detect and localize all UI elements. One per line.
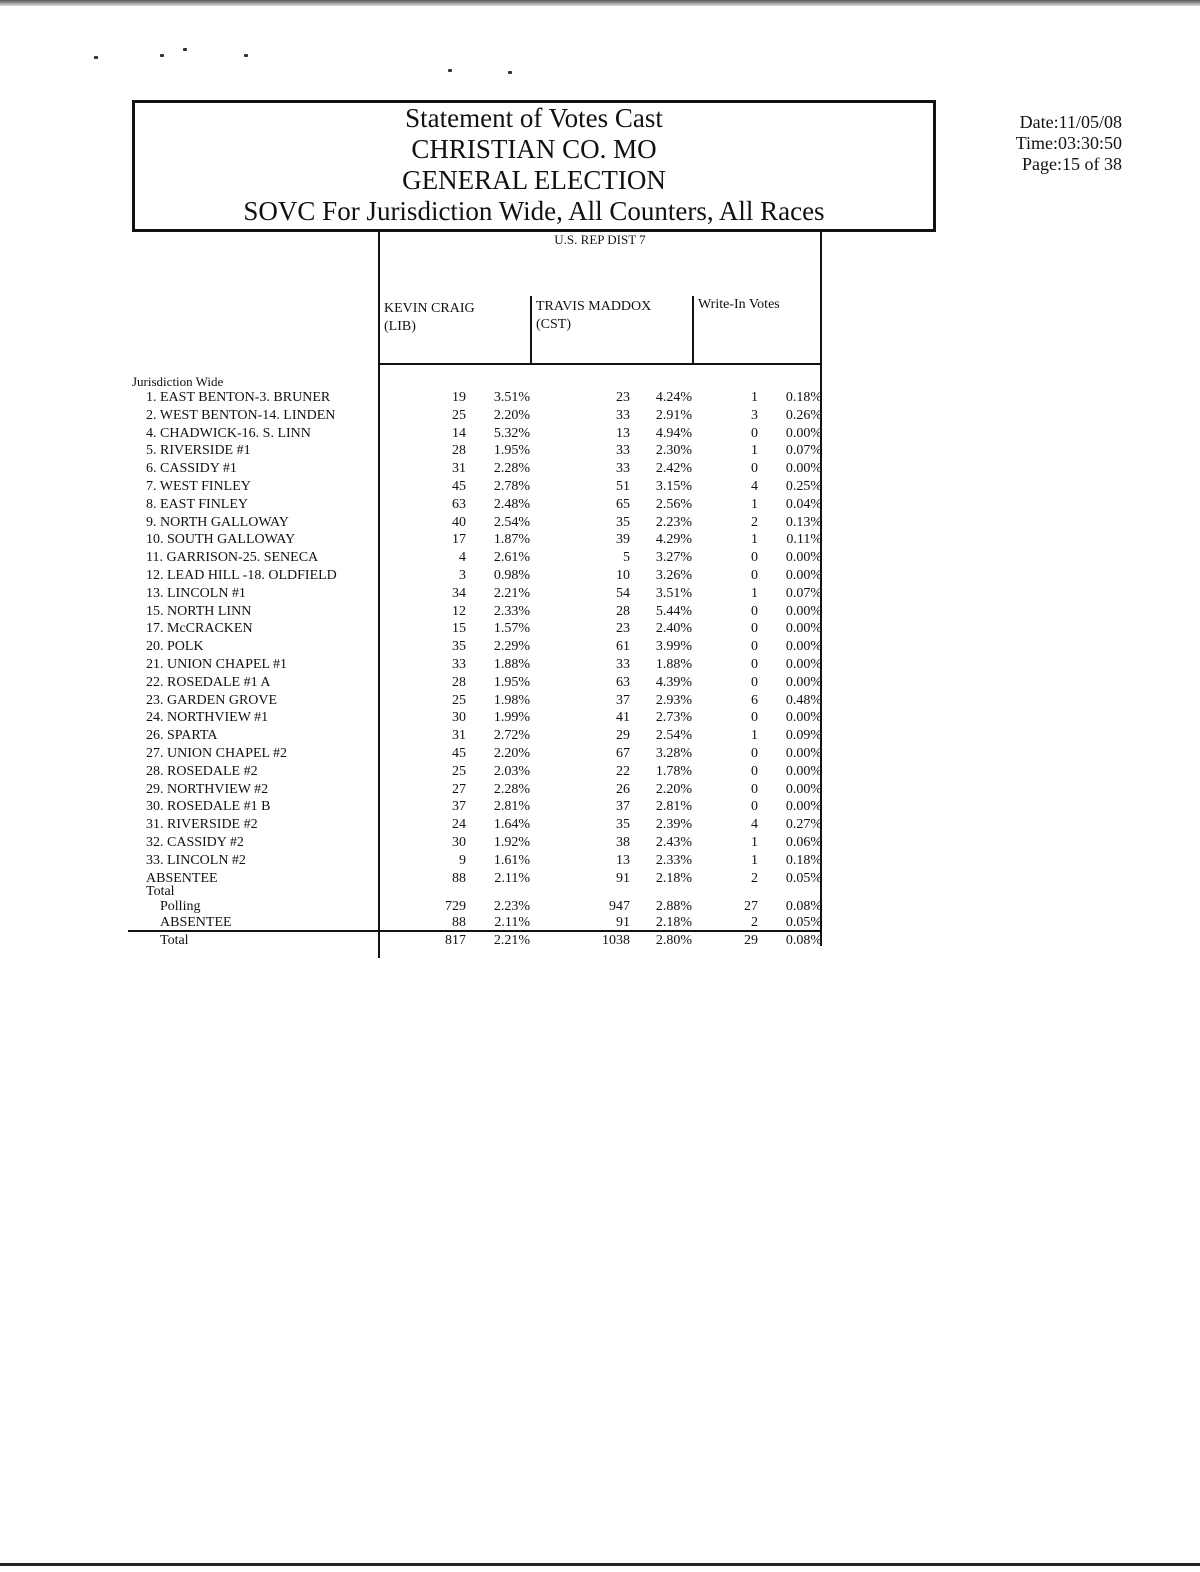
table-row — [0, 585, 830, 603]
table-row — [0, 674, 830, 692]
vote-count-3: 3 — [751, 408, 758, 423]
vote-percent-3: 0.00% — [785, 799, 822, 814]
vote-percent-2: 3.15% — [655, 479, 692, 494]
vote-count-2: 35 — [616, 817, 630, 832]
table-row — [0, 567, 830, 585]
vote-count-2: 33 — [616, 443, 630, 458]
vote-count-2: 22 — [616, 764, 630, 779]
vote-count-3: 0 — [751, 639, 758, 654]
table-row — [0, 442, 830, 460]
vote-percent-3: 0.00% — [785, 746, 822, 761]
table-row — [0, 709, 830, 727]
vote-count-3: 0 — [751, 782, 758, 797]
vote-count-3: 1 — [751, 532, 758, 547]
vote-percent-2: 4.39% — [655, 675, 692, 690]
vote-count-2: 51 — [616, 479, 630, 494]
vote-percent-1: 2.21% — [493, 933, 530, 948]
vote-count-3: 1 — [751, 586, 758, 601]
vote-percent-3: 0.00% — [785, 461, 822, 476]
vote-count-1: 25 — [452, 764, 466, 779]
vote-count-1: 30 — [452, 835, 466, 850]
vote-percent-2: 4.94% — [655, 426, 692, 441]
table-row — [0, 656, 830, 674]
report-subtitle: SOVC For Jurisdiction Wide, All Counters, All Races — [243, 196, 825, 226]
precinct-name: Total — [160, 933, 189, 948]
candidate-party: (CST) — [536, 317, 571, 332]
scan-edge-top — [0, 0, 1200, 6]
vote-percent-2: 2.56% — [655, 497, 692, 512]
vote-count-2: 13 — [616, 426, 630, 441]
county-name: CHRISTIAN CO. MO — [411, 134, 657, 164]
vote-count-3: 0 — [751, 621, 758, 636]
race-title: U.S. REP DIST 7 — [554, 232, 646, 247]
vote-count-3: 27 — [744, 899, 758, 914]
candidate-name: Write-In Votes — [698, 297, 780, 312]
vote-count-3: 0 — [751, 675, 758, 690]
vote-percent-1: 2.20% — [493, 746, 530, 761]
precinct-name: 4. CHADWICK-16. S. LINN — [146, 426, 311, 441]
vote-count-3: 2 — [751, 915, 758, 930]
vote-count-3: 0 — [751, 461, 758, 476]
precinct-name: 33. LINCOLN #2 — [146, 853, 246, 868]
vote-percent-2: 3.26% — [655, 568, 692, 583]
vote-percent-1: 2.28% — [493, 461, 530, 476]
vote-count-1: 45 — [452, 746, 466, 761]
vote-count-3: 0 — [751, 568, 758, 583]
vote-count-1: 729 — [445, 899, 466, 914]
candidate-header-2 — [536, 298, 651, 334]
precinct-name: ABSENTEE — [160, 915, 232, 930]
vote-count-3: 0 — [751, 764, 758, 779]
vote-count-2: 67 — [616, 746, 630, 761]
vote-count-3: 6 — [751, 693, 758, 708]
precinct-name: 17. McCRACKEN — [146, 621, 253, 636]
vote-percent-1: 2.81% — [493, 799, 530, 814]
vote-count-2: 33 — [616, 657, 630, 672]
vote-count-2: 63 — [616, 675, 630, 690]
section-label: Jurisdiction Wide — [132, 374, 224, 389]
precinct-name: 2. WEST BENTON-14. LINDEN — [146, 408, 336, 423]
table-row — [0, 727, 830, 745]
vote-percent-1: 2.20% — [493, 408, 530, 423]
vote-count-1: 34 — [452, 586, 466, 601]
precinct-name: 10. SOUTH GALLOWAY — [146, 532, 296, 547]
precinct-name: Polling — [160, 899, 201, 914]
vote-count-1: 17 — [452, 532, 466, 547]
table-row — [0, 425, 830, 443]
vote-percent-1: 3.51% — [493, 390, 530, 405]
vote-percent-1: 1.98% — [493, 693, 530, 708]
vote-percent-1: 1.57% — [493, 621, 530, 636]
report-date: Date:11/05/08 — [1019, 112, 1122, 132]
precinct-name: 8. EAST FINLEY — [146, 497, 249, 512]
precinct-name: 15. NORTH LINN — [146, 604, 252, 619]
vote-percent-1: 1.87% — [493, 532, 530, 547]
vote-count-1: 37 — [452, 799, 466, 814]
vote-percent-1: 1.95% — [493, 675, 530, 690]
vote-percent-3: 0.00% — [785, 568, 822, 583]
table-row — [0, 692, 830, 710]
vote-count-2: 39 — [616, 532, 630, 547]
vote-count-1: 88 — [452, 871, 466, 886]
header-rule — [380, 363, 822, 365]
precinct-name: 32. CASSIDY #2 — [146, 835, 244, 850]
precinct-name: 30. ROSEDALE #1 B — [146, 799, 271, 814]
vote-count-3: 1 — [751, 728, 758, 743]
totals-label: Total — [146, 884, 175, 899]
table-row — [0, 745, 830, 763]
vote-count-1: 30 — [452, 710, 466, 725]
vote-percent-2: 2.88% — [655, 899, 692, 914]
vote-percent-3: 0.06% — [785, 835, 822, 850]
table-row — [0, 514, 830, 532]
vote-count-2: 10 — [616, 568, 630, 583]
vote-percent-2: 2.54% — [655, 728, 692, 743]
vote-count-3: 2 — [751, 515, 758, 530]
precinct-name: 29. NORTHVIEW #2 — [146, 782, 269, 797]
vote-count-3: 29 — [744, 933, 758, 948]
vote-count-3: 2 — [751, 871, 758, 886]
vote-percent-2: 4.29% — [655, 532, 692, 547]
vote-percent-3: 0.00% — [785, 657, 822, 672]
vote-percent-1: 1.64% — [493, 817, 530, 832]
vote-count-2: 28 — [616, 604, 630, 619]
vote-count-1: 45 — [452, 479, 466, 494]
vote-percent-1: 2.11% — [494, 871, 530, 886]
precinct-name: 1. EAST BENTON-3. BRUNER — [146, 390, 331, 405]
vote-count-1: 35 — [452, 639, 466, 654]
vote-percent-3: 0.18% — [785, 390, 822, 405]
vote-percent-2: 3.28% — [655, 746, 692, 761]
table-row — [0, 781, 830, 799]
vote-percent-1: 2.72% — [493, 728, 530, 743]
precinct-name: 27. UNION CHAPEL #2 — [146, 746, 288, 761]
precinct-name: 21. UNION CHAPEL #1 — [146, 657, 288, 672]
scan-speck — [183, 48, 187, 51]
vote-percent-3: 0.00% — [785, 604, 822, 619]
vote-count-1: 40 — [452, 515, 466, 530]
vote-count-1: 28 — [452, 675, 466, 690]
table-row — [0, 816, 830, 834]
vote-percent-1: 2.21% — [493, 586, 530, 601]
report-time: Time:03:30:50 — [1015, 133, 1122, 153]
vote-percent-3: 0.18% — [785, 853, 822, 868]
table-row — [0, 620, 830, 638]
vote-count-1: 28 — [452, 443, 466, 458]
vote-percent-3: 0.05% — [785, 915, 822, 930]
vote-count-2: 33 — [616, 461, 630, 476]
precinct-name: 28. ROSEDALE #2 — [146, 764, 258, 779]
vote-percent-2: 3.51% — [655, 586, 692, 601]
vote-count-2: 37 — [616, 693, 630, 708]
vote-percent-2: 2.91% — [655, 408, 692, 423]
precinct-name: 26. SPARTA — [146, 728, 218, 743]
vote-count-2: 26 — [616, 782, 630, 797]
precinct-name: 23. GARDEN GROVE — [146, 693, 278, 708]
vote-percent-1: 2.11% — [494, 915, 530, 930]
grand-total-row — [0, 932, 830, 950]
vote-percent-1: 2.23% — [493, 899, 530, 914]
table-row — [0, 389, 830, 407]
precinct-name: 9. NORTH GALLOWAY — [146, 515, 289, 530]
candidate-party: (LIB) — [384, 319, 416, 334]
vote-percent-3: 0.00% — [785, 550, 822, 565]
table-row — [0, 638, 830, 656]
vote-count-1: 15 — [452, 621, 466, 636]
vote-percent-1: 1.99% — [493, 710, 530, 725]
vote-percent-1: 1.95% — [493, 443, 530, 458]
vote-percent-1: 5.32% — [493, 426, 530, 441]
vote-percent-2: 2.81% — [655, 799, 692, 814]
table-row — [0, 763, 830, 781]
vote-count-2: 38 — [616, 835, 630, 850]
vote-count-2: 91 — [616, 915, 630, 930]
table-row — [0, 603, 830, 621]
vote-percent-2: 3.27% — [655, 550, 692, 565]
vote-count-3: 0 — [751, 746, 758, 761]
vote-percent-1: 1.92% — [493, 835, 530, 850]
vote-percent-3: 0.27% — [785, 817, 822, 832]
vote-percent-3: 0.07% — [785, 586, 822, 601]
vote-count-2: 65 — [616, 497, 630, 512]
vote-count-2: 5 — [623, 550, 630, 565]
table-row — [0, 407, 830, 425]
vote-count-3: 4 — [751, 479, 758, 494]
vote-percent-1: 2.48% — [493, 497, 530, 512]
vote-count-3: 1 — [751, 443, 758, 458]
candidate-name: TRAVIS MADDOX — [536, 299, 652, 314]
vote-percent-3: 0.07% — [785, 443, 822, 458]
table-row — [0, 496, 830, 514]
vote-percent-2: 2.23% — [655, 515, 692, 530]
precinct-name: ABSENTEE — [146, 871, 218, 886]
candidate-header-1 — [384, 300, 475, 336]
vote-count-3: 1 — [751, 390, 758, 405]
vote-count-3: 0 — [751, 550, 758, 565]
vote-percent-2: 2.43% — [655, 835, 692, 850]
precinct-name: 24. NORTHVIEW #1 — [146, 710, 269, 725]
scan-speck — [94, 56, 98, 59]
scan-speck — [160, 54, 164, 57]
table-row — [0, 870, 830, 888]
election-name: GENERAL ELECTION — [402, 165, 666, 195]
vote-count-3: 1 — [751, 835, 758, 850]
vote-count-3: 4 — [751, 817, 758, 832]
vote-count-1: 31 — [452, 728, 466, 743]
precinct-name: 11. GARRISON-25. SENECA — [146, 550, 319, 565]
vote-count-3: 0 — [751, 657, 758, 672]
vote-percent-1: 2.33% — [493, 604, 530, 619]
vote-percent-1: 2.78% — [493, 479, 530, 494]
vote-percent-2: 2.39% — [655, 817, 692, 832]
vote-count-3: 0 — [751, 799, 758, 814]
vote-count-2: 23 — [616, 621, 630, 636]
candidate-header-3 — [698, 296, 780, 314]
precinct-name: 20. POLK — [146, 639, 204, 654]
scan-speck — [244, 54, 248, 57]
vote-percent-3: 0.08% — [785, 899, 822, 914]
table-row — [0, 478, 830, 496]
vote-count-2: 23 — [616, 390, 630, 405]
report-title: Statement of Votes Cast — [405, 103, 663, 133]
vote-percent-3: 0.11% — [786, 532, 822, 547]
vote-count-3: 1 — [751, 853, 758, 868]
vote-count-2: 29 — [616, 728, 630, 743]
scan-edge-bottom — [0, 1563, 1200, 1566]
vote-count-2: 13 — [616, 853, 630, 868]
table-row — [0, 798, 830, 816]
precinct-name: 7. WEST FINLEY — [146, 479, 251, 494]
table-row — [0, 834, 830, 852]
total-row — [0, 914, 830, 932]
precinct-name: 5. RIVERSIDE #1 — [146, 443, 251, 458]
vote-count-3: 0 — [751, 604, 758, 619]
vote-count-2: 1038 — [602, 933, 630, 948]
precinct-name: 12. LEAD HILL -18. OLDFIELD — [146, 568, 337, 583]
vote-count-1: 12 — [452, 604, 466, 619]
vote-percent-3: 0.48% — [785, 693, 822, 708]
vote-percent-2: 2.40% — [655, 621, 692, 636]
vote-percent-1: 1.88% — [493, 657, 530, 672]
vote-percent-3: 0.00% — [785, 782, 822, 797]
vote-percent-1: 2.29% — [493, 639, 530, 654]
vote-count-2: 37 — [616, 799, 630, 814]
vote-count-2: 33 — [616, 408, 630, 423]
vote-percent-3: 0.26% — [785, 408, 822, 423]
vote-count-1: 88 — [452, 915, 466, 930]
vote-percent-2: 1.88% — [655, 657, 692, 672]
vote-count-2: 54 — [616, 586, 630, 601]
vote-percent-2: 1.78% — [655, 764, 692, 779]
candidate-name: KEVIN CRAIG — [384, 301, 475, 316]
vote-count-1: 14 — [452, 426, 466, 441]
vote-count-1: 33 — [452, 657, 466, 672]
vote-count-1: 4 — [459, 550, 466, 565]
vote-percent-3: 0.05% — [785, 871, 822, 886]
vote-percent-3: 0.00% — [785, 710, 822, 725]
vote-percent-3: 0.13% — [785, 515, 822, 530]
table-row — [0, 852, 830, 870]
vote-percent-3: 0.08% — [785, 933, 822, 948]
vote-count-2: 41 — [616, 710, 630, 725]
vote-count-1: 31 — [452, 461, 466, 476]
vote-percent-2: 4.24% — [655, 390, 692, 405]
vote-percent-1: 0.98% — [493, 568, 530, 583]
vote-count-1: 19 — [452, 390, 466, 405]
scan-speck — [508, 71, 512, 74]
vote-percent-1: 1.61% — [493, 853, 530, 868]
precinct-name: 31. RIVERSIDE #2 — [146, 817, 258, 832]
vote-percent-2: 2.93% — [655, 693, 692, 708]
vote-count-2: 947 — [609, 899, 630, 914]
vote-count-1: 9 — [459, 853, 466, 868]
column-divider — [530, 296, 532, 364]
vote-count-3: 1 — [751, 497, 758, 512]
vote-percent-1: 2.61% — [493, 550, 530, 565]
vote-percent-3: 0.00% — [785, 621, 822, 636]
vote-percent-2: 5.44% — [655, 604, 692, 619]
vote-count-1: 27 — [452, 782, 466, 797]
vote-percent-2: 2.80% — [655, 933, 692, 948]
table-row — [0, 549, 830, 567]
vote-count-1: 24 — [452, 817, 466, 832]
precinct-name: 13. LINCOLN #1 — [146, 586, 246, 601]
vote-count-3: 0 — [751, 426, 758, 441]
vote-percent-2: 2.20% — [655, 782, 692, 797]
vote-percent-2: 2.42% — [655, 461, 692, 476]
vote-percent-1: 2.28% — [493, 782, 530, 797]
report-page: Page:15 of 38 — [1022, 154, 1122, 174]
table-row — [0, 460, 830, 478]
vote-count-3: 0 — [751, 710, 758, 725]
vote-percent-1: 2.03% — [493, 764, 530, 779]
vote-count-1: 817 — [445, 933, 466, 948]
vote-count-2: 91 — [616, 871, 630, 886]
table-row — [0, 531, 830, 549]
vote-percent-2: 2.33% — [655, 853, 692, 868]
vote-percent-2: 3.99% — [655, 639, 692, 654]
vote-percent-3: 0.09% — [785, 728, 822, 743]
vote-percent-3: 0.00% — [785, 426, 822, 441]
report-meta — [992, 112, 1122, 175]
precinct-name: 22. ROSEDALE #1 A — [146, 675, 271, 690]
vote-percent-2: 2.73% — [655, 710, 692, 725]
vote-percent-2: 2.18% — [655, 915, 692, 930]
vote-percent-2: 2.18% — [655, 871, 692, 886]
vote-percent-3: 0.04% — [785, 497, 822, 512]
scan-speck — [448, 69, 452, 72]
vote-percent-3: 0.00% — [785, 639, 822, 654]
vote-count-1: 63 — [452, 497, 466, 512]
precinct-name: 6. CASSIDY #1 — [146, 461, 237, 476]
vote-percent-3: 0.25% — [785, 479, 822, 494]
vote-percent-3: 0.00% — [785, 764, 822, 779]
column-divider — [692, 296, 694, 364]
vote-count-1: 25 — [452, 408, 466, 423]
vote-count-1: 25 — [452, 693, 466, 708]
vote-percent-1: 2.54% — [493, 515, 530, 530]
vote-count-2: 35 — [616, 515, 630, 530]
vote-count-1: 3 — [459, 568, 466, 583]
vote-percent-3: 0.00% — [785, 675, 822, 690]
vote-count-2: 61 — [616, 639, 630, 654]
report-header-box — [132, 100, 936, 232]
vote-percent-2: 2.30% — [655, 443, 692, 458]
